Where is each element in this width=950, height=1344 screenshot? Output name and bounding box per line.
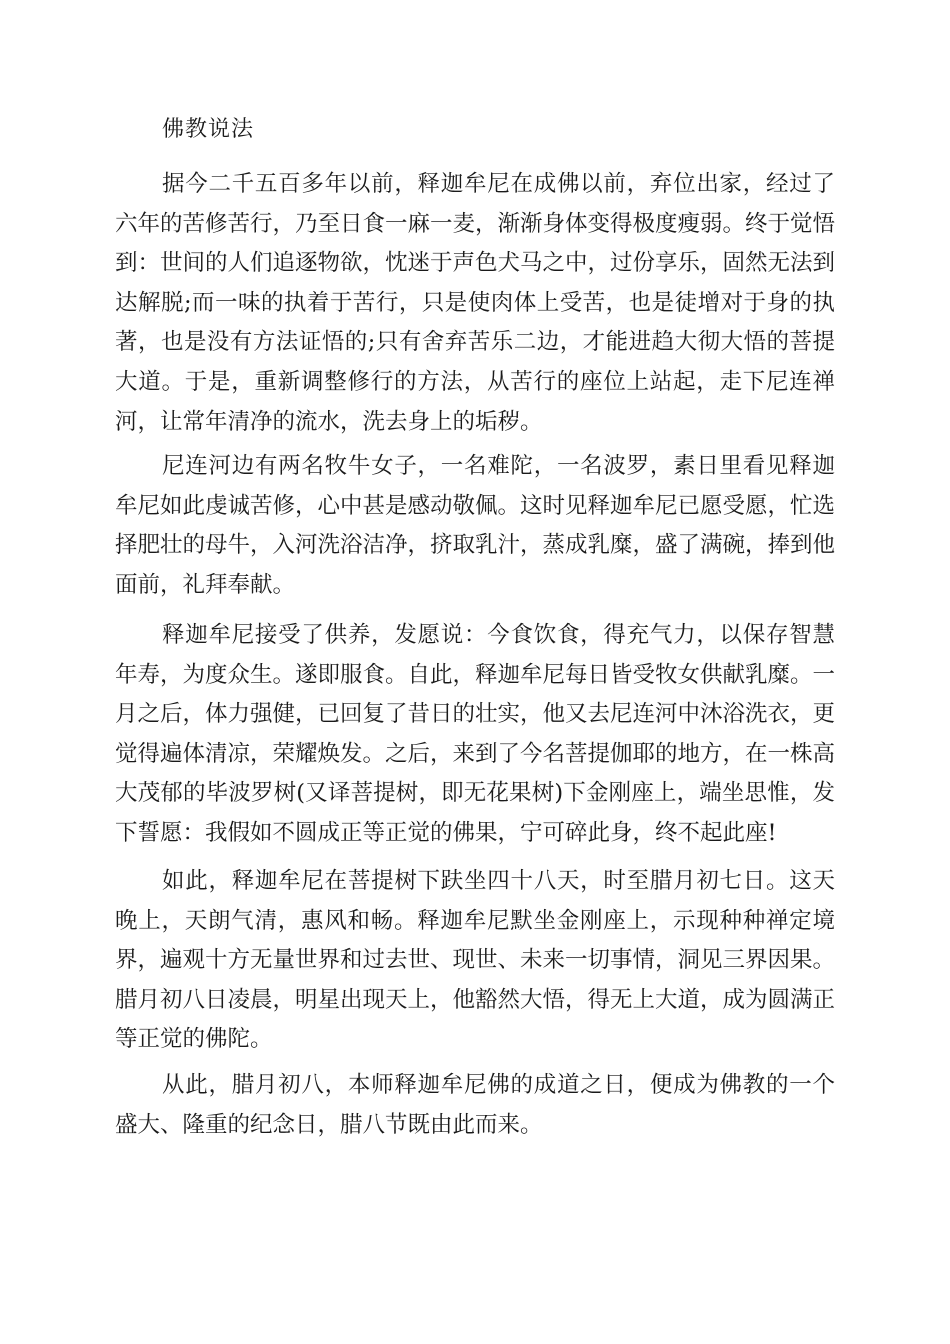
paragraph-3: 释迦牟尼接受了供养，发愿说：今食饮食，得充气力，以保存智慧年寿，为度众生。遂即服食。自此，释迦牟尼每日皆受牧女供献乳糜。一月之后，体力强健，已回复了昔日的壮实，他又去尼连河中沐浴洗衣，更觉得遍体清凉，荣耀焕发。之后，来到了今名菩提伽耶的地方，在一株高大茂郁的毕波罗树(又译菩提树，即无花果树)下金刚座上，端坐思惟，发下誓愿：我假如不圆成正等正觉的佛果，宁可碎此身，终不起此座! [115,622,836,846]
paragraph-4: 如此，释迦牟尼在菩提树下趺坐四十八天，时至腊月初七日。这天晚上，天朗气清，惠风和畅。释迦牟尼默坐金刚座上，示现种种禅定境界，遍观十方无量世界和过去世、现世、未来一切事情，洞见三界因果。腊月初八日凌晨，明星出现天上，他豁然大悟，得无上大道，成为圆满正等正觉的佛陀。 [115,868,836,1053]
paragraph-2: 尼连河边有两名牧牛女子，一名难陀，一名波罗，素日里看见释迦牟尼如此虔诚苦修，心中甚是感动敬佩。这时见释迦牟尼已愿受愿，忙选择肥壮的母牛，入河洗浴洁净，挤取乳汁，蒸成乳糜，盛了满碗，捧到他面前，礼拜奉献。 [115,453,836,598]
document-title: 佛教说法 [162,117,255,142]
paragraph-5: 从此，腊月初八，本师释迦牟尼佛的成道之日，便成为佛教的一个盛大、隆重的纪念日，腊八节既由此而来。 [115,1072,835,1138]
paragraph-1: 据今二千五百多年以前，释迦牟尼在成佛以前，弃位出家，经过了六年的苦修苦行，乃至日食一麻一麦，渐渐身体变得极度瘦弱。终于觉悟到：世间的人们追逐物欲，忱迷于声色犬马之中，过份享乐，固然无法到达解脱;而一味的执着于苦行，只是使肉体上受苦，也是徒增对于身的执著，也是没有方法证悟的;只有舍弃苦乐二边，才能进趋大彻大悟的菩提大道。于是，重新调整修行的方法，从苦行的座位上站起，走下尼连禅河，让常年清净的流水，洗去身上的垢秽。 [115,171,836,435]
